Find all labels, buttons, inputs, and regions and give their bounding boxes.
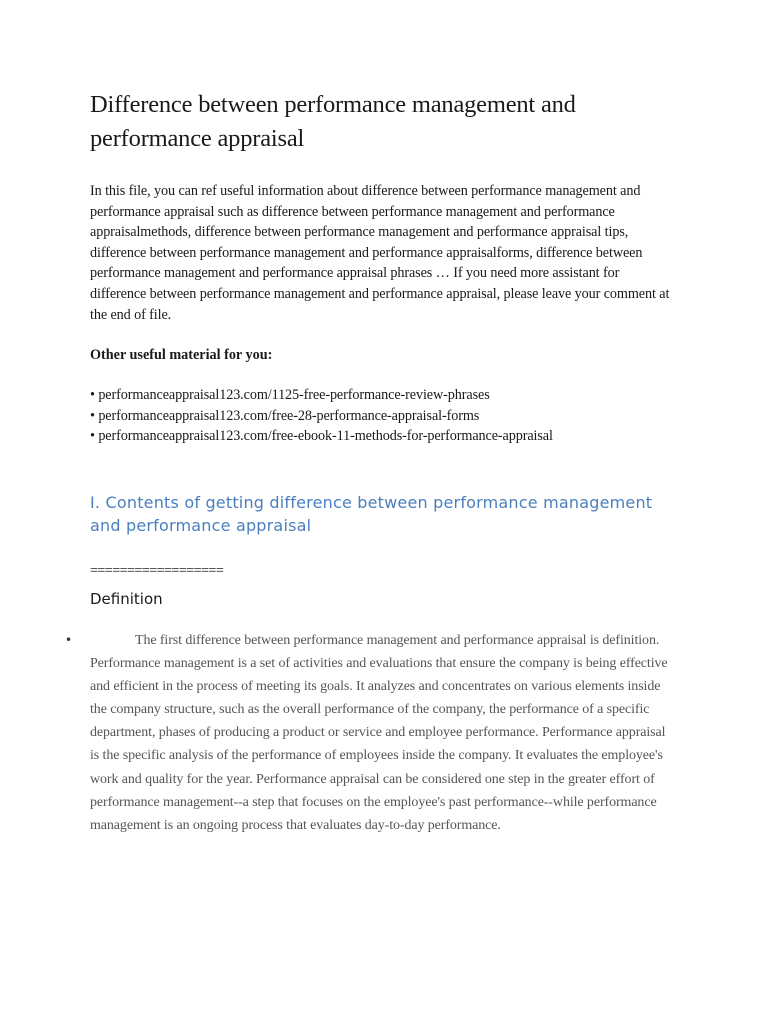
useful-link-phrases[interactable]: • performanceappraisal123.com/1125-free-performance-review-phrases	[90, 387, 490, 404]
definition-paragraph: The first difference between performance management and performance appraisal is definition. Performance management is a set of activities and evaluations that ensure the company is being effective and efficient in the process of meeting its goals. It analyzes and concentrates on various elements inside the company structure, such as the overall performance of the company, the performance of a specific department, phases of producing a product or service and employee performance. Performance appraisal is the specific analysis of the performance of employees inside the company. It evaluates the employee's work and quality for the year. Performance appraisal can be considered one step in the greater effort of performance management--a step that focuses on the employee's past performance--while performance management is an ongoing process that evaluates day-to-day performance.	[90, 632, 668, 833]
document-title: Difference between performance management and performance appraisal	[90, 91, 576, 152]
bullet-icon: •	[65, 632, 73, 647]
useful-links-list	[90, 385, 670, 447]
definition-list-item	[65, 629, 670, 837]
definition-heading: Definition	[90, 589, 163, 608]
document-content	[65, 88, 670, 837]
useful-link-ebook[interactable]: • performanceappraisal123.com/free-ebook-11-methods-for-performance-appraisal	[90, 428, 553, 445]
useful-link-forms[interactable]: • performanceappraisal123.com/free-28-performance-appraisal-forms	[90, 407, 480, 424]
other-material-heading: Other useful material for you:	[90, 347, 273, 364]
section-heading: I. Contents of getting difference between performance management and performance appraisal	[90, 492, 653, 536]
divider-line: ==================	[90, 562, 224, 579]
intro-paragraph: In this file, you can ref useful information about difference between performance management and performance appraisal such as difference between performance management and performance appraisalmethods, difference between performance management and performance appraisal tips, difference between performance management and performance appraisalforms, difference between performance management and performance appraisal phrases … If you need more assistant for difference between performance management and performance appraisal, please leave your comment at the end of file.	[90, 183, 670, 323]
